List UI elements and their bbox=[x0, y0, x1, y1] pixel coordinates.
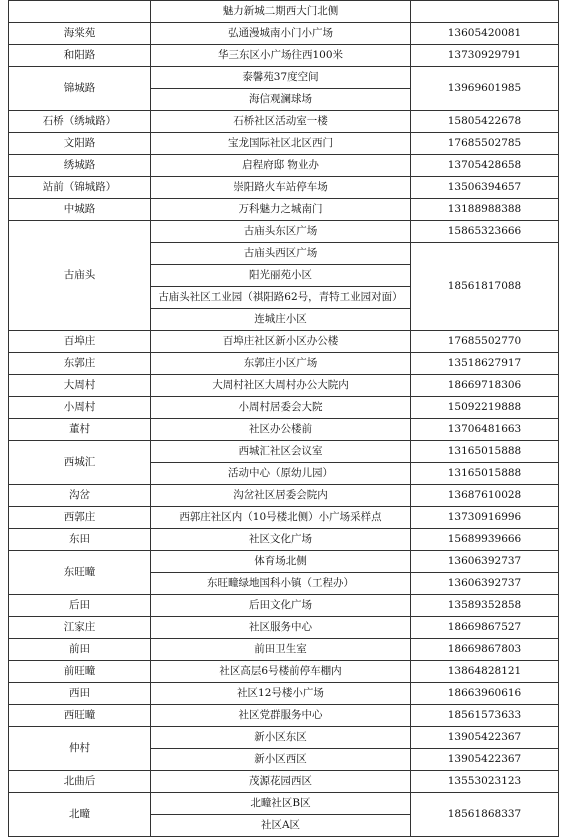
table-row bbox=[9, 419, 559, 441]
area-cell: 和阳路 bbox=[9, 45, 151, 67]
phone-cell: 13706481663 bbox=[411, 419, 559, 441]
phone-cell: 18669867803 bbox=[411, 639, 559, 661]
location-cell: 古庙头西区广场 bbox=[151, 243, 411, 265]
location-cell: 泰馨苑37度空间 bbox=[151, 67, 411, 89]
phone-cell: 13518627917 bbox=[411, 353, 559, 375]
table-row bbox=[9, 397, 559, 419]
location-cell: 华三东区小广场往西100米 bbox=[151, 45, 411, 67]
phone-cell: 18669867527 bbox=[411, 617, 559, 639]
area-cell: 东郭庄 bbox=[9, 353, 151, 375]
location-cell: 社区文化广场 bbox=[151, 529, 411, 551]
area-cell: 东田 bbox=[9, 529, 151, 551]
area-cell: 沟岔 bbox=[9, 485, 151, 507]
phone-cell: 13687610028 bbox=[411, 485, 559, 507]
location-cell: 启程府邸 物业办 bbox=[151, 155, 411, 177]
table-row bbox=[9, 353, 559, 375]
phone-cell: 18663960616 bbox=[411, 683, 559, 705]
table-row bbox=[9, 639, 559, 661]
phone-cell: 13705428658 bbox=[411, 155, 559, 177]
location-cell: 沟岔社区居委会院内 bbox=[151, 485, 411, 507]
table-row bbox=[9, 177, 559, 199]
area-cell: 董村 bbox=[9, 419, 151, 441]
table-row bbox=[9, 529, 559, 551]
phone-cell: 13188988388 bbox=[411, 199, 559, 221]
location-cell: 弘通漫城南小门小广场 bbox=[151, 23, 411, 45]
area-cell: 石桥（绣城路） bbox=[9, 111, 151, 133]
phone-cell: 15865323666 bbox=[411, 221, 559, 243]
location-cell: 体育场北侧 bbox=[151, 551, 411, 573]
location-cell: 西郭庄社区内（10号楼北侧）小广场采样点 bbox=[151, 507, 411, 529]
phone-cell: 13606392737 bbox=[411, 573, 559, 595]
phone-cell: 13905422367 bbox=[411, 727, 559, 749]
location-cell: 小周村居委会大院 bbox=[151, 397, 411, 419]
location-cell: 社区高层6号楼前停车棚内 bbox=[151, 661, 411, 683]
table-row bbox=[9, 661, 559, 683]
table-row bbox=[9, 133, 559, 155]
area-cell: 小周村 bbox=[9, 397, 151, 419]
table-row bbox=[9, 45, 559, 67]
location-cell: 西城汇社区会议室 bbox=[151, 441, 411, 463]
location-cell: 社区办公楼前 bbox=[151, 419, 411, 441]
location-cell: 古庙头社区工业园（祺阳路62号，青特工业园对面） bbox=[151, 287, 411, 309]
table-row bbox=[9, 727, 559, 749]
location-cell: 古庙头东区广场 bbox=[151, 221, 411, 243]
sampling-sites-table bbox=[8, 0, 559, 837]
phone-cell: 18561817088 bbox=[411, 243, 559, 331]
area-cell: 后田 bbox=[9, 595, 151, 617]
location-cell: 社区A区 bbox=[151, 815, 411, 837]
area-cell: 北疃 bbox=[9, 793, 151, 837]
location-cell: 海信观澜球场 bbox=[151, 89, 411, 111]
phone-cell: 15092219888 bbox=[411, 397, 559, 419]
location-cell: 石桥社区活动室一楼 bbox=[151, 111, 411, 133]
area-cell: 西旺疃 bbox=[9, 705, 151, 727]
phone-cell: 13969601985 bbox=[411, 67, 559, 111]
phone-cell: 13589352858 bbox=[411, 595, 559, 617]
area-cell: 西郭庄 bbox=[9, 507, 151, 529]
table-row bbox=[9, 1, 559, 23]
table-row bbox=[9, 67, 559, 89]
area-cell: 古庙头 bbox=[9, 221, 151, 331]
phone-cell: 18561573633 bbox=[411, 705, 559, 727]
phone-cell: 13553023123 bbox=[411, 771, 559, 793]
table-row bbox=[9, 23, 559, 45]
location-cell: 东郭庄小区广场 bbox=[151, 353, 411, 375]
table-row bbox=[9, 441, 559, 463]
location-cell: 北疃社区B区 bbox=[151, 793, 411, 815]
area-cell: 北曲后 bbox=[9, 771, 151, 793]
area-cell: 海棠苑 bbox=[9, 23, 151, 45]
location-cell: 东旺疃绿地国科小镇（工程办） bbox=[151, 573, 411, 595]
phone-cell: 17685502785 bbox=[411, 133, 559, 155]
phone-cell: 13730916996 bbox=[411, 507, 559, 529]
table-row bbox=[9, 551, 559, 573]
phone-cell: 15689939666 bbox=[411, 529, 559, 551]
table-row bbox=[9, 793, 559, 815]
area-cell: 百埠庄 bbox=[9, 331, 151, 353]
location-cell: 社区服务中心 bbox=[151, 617, 411, 639]
phone-cell: 13605420081 bbox=[411, 23, 559, 45]
phone-cell: 13165015888 bbox=[411, 441, 559, 463]
phone-cell: 13506394657 bbox=[411, 177, 559, 199]
table-row bbox=[9, 771, 559, 793]
location-cell: 宝龙国际社区北区西门 bbox=[151, 133, 411, 155]
table-row bbox=[9, 485, 559, 507]
area-cell: 前旺疃 bbox=[9, 661, 151, 683]
area-cell: 绣城路 bbox=[9, 155, 151, 177]
table-row bbox=[9, 155, 559, 177]
area-cell: 站前（锦城路） bbox=[9, 177, 151, 199]
table-row bbox=[9, 705, 559, 727]
location-cell: 社区12号楼小广场 bbox=[151, 683, 411, 705]
area-cell: 东旺疃 bbox=[9, 551, 151, 595]
area-cell bbox=[9, 1, 151, 23]
area-cell: 大周村 bbox=[9, 375, 151, 397]
table-row bbox=[9, 375, 559, 397]
location-cell: 大周村社区大周村办公大院内 bbox=[151, 375, 411, 397]
area-cell: 中城路 bbox=[9, 199, 151, 221]
phone-cell: 15805422678 bbox=[411, 111, 559, 133]
table-row bbox=[9, 683, 559, 705]
phone-cell: 13864828121 bbox=[411, 661, 559, 683]
location-cell: 茂源花园西区 bbox=[151, 771, 411, 793]
table-row bbox=[9, 331, 559, 353]
location-cell: 活动中心（原幼儿园） bbox=[151, 463, 411, 485]
location-cell: 百埠庄社区新小区办公楼 bbox=[151, 331, 411, 353]
area-cell: 锦城路 bbox=[9, 67, 151, 111]
phone-cell: 13730929791 bbox=[411, 45, 559, 67]
table-row bbox=[9, 617, 559, 639]
location-cell: 社区党群服务中心 bbox=[151, 705, 411, 727]
table-row bbox=[9, 595, 559, 617]
location-cell: 后田文化广场 bbox=[151, 595, 411, 617]
location-cell: 崇阳路火车站停车场 bbox=[151, 177, 411, 199]
location-cell: 魅力新城二期西大门北侧 bbox=[151, 1, 411, 23]
location-cell: 新小区西区 bbox=[151, 749, 411, 771]
phone-cell: 13606392737 bbox=[411, 551, 559, 573]
area-cell: 西田 bbox=[9, 683, 151, 705]
phone-cell: 13165015888 bbox=[411, 463, 559, 485]
area-cell: 江家庄 bbox=[9, 617, 151, 639]
location-cell: 连城庄小区 bbox=[151, 309, 411, 331]
table-row bbox=[9, 199, 559, 221]
location-cell: 前田卫生室 bbox=[151, 639, 411, 661]
area-cell: 仲村 bbox=[9, 727, 151, 771]
area-cell: 文阳路 bbox=[9, 133, 151, 155]
table-row bbox=[9, 221, 559, 243]
phone-cell: 13905422367 bbox=[411, 749, 559, 771]
phone-cell: 18669718306 bbox=[411, 375, 559, 397]
phone-cell bbox=[411, 1, 559, 23]
location-cell: 阳光丽苑小区 bbox=[151, 265, 411, 287]
phone-cell: 17685502770 bbox=[411, 331, 559, 353]
area-cell: 西城汇 bbox=[9, 441, 151, 485]
location-cell: 新小区东区 bbox=[151, 727, 411, 749]
area-cell: 前田 bbox=[9, 639, 151, 661]
location-cell: 万科魅力之城南门 bbox=[151, 199, 411, 221]
table-row bbox=[9, 111, 559, 133]
phone-cell: 18561868337 bbox=[411, 793, 559, 837]
